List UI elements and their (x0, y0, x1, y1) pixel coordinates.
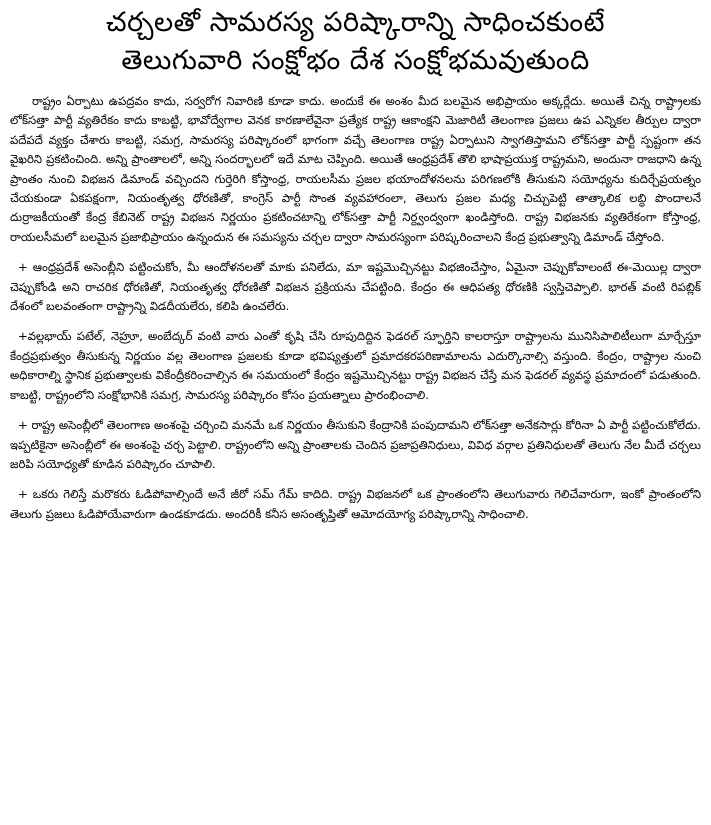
headline-line-2: తెలుగువారి సంక్షోభం దేశ సంక్షోభమవుతుంది (121, 45, 590, 76)
article-body (10, 92, 701, 524)
paragraph-federal: +వల్లభాయ్ పటేల్, నెహ్రూ, అంబేద్కర్ వంటి వారు ఎంతో కృషి చేసి రూపుదిద్దిన ఫెడరల్ స్ఫూర్తిని కాలరాస్తూ రాష్ట్రాలను మునిసిపాలిటీలుగా మార్చేస్తూ కేంద్రప్రభుత్వం తీసుకున్న నిర్ణయం వల్ల తెలంగాణ ప్రజలకు కూడా భవిష్యత్తులో ప్రమాదకరపరిణామాలను ఎదుర్కొనాల్సి వస్తుంది. కేంద్రం, రాష్ట్రాల నుంచి అధికారాల్ని స్థానిక ప్రభుత్వాలకు వికేంద్రీకరించాల్సిన ఈ సమయంలో కేంద్రం ఇష్టమొచ్చినట్టు రాష్ట్ర విభజన చేస్తే మన ఫెడరల్ వ్యవస్థ ప్రమాదంలో పడుతుంది. కాబట్టి, రాష్ట్రంలోని సంక్షోభానికి సమగ్ర, సామరస్య పరిష్కారం కోసం ప్రయత్నాలు ప్రారంభించాలి. (10, 329, 701, 402)
paragraph-intro: రాష్ట్రం ఏర్పాటు ఉపద్రవం కాదు, సర్వరోగ నివారిణి కూడా కాదు. అందుకే ఈ అంశం మీద బలమైన అభిప్రాయం అక్కర్లేదు. అయితే చిన్న రాష్ట్రాలకు లోక్‌సత్తా పార్టీ వ్యతిరేకం కాదు కాబట్టి, భావోద్వేగాల వెనక కారణాలేవైనా ప్రత్యేక రాష్ట్ర ఆకాంక్షని మెజారిటీ తెలంగాణ ప్రజలు ఉప ఎన్నికల తీర్పుల ద్వారా పదేపదే వ్యక్తం చేశారు కాబట్టి, సమగ్ర, సామరస్య పరిష్కారంలో భాగంగా వచ్చే తెలంగాణ రాష్ట్ర ఏర్పాటుని స్వాగతిస్తామని లోక్‌సత్తా పార్టీ స్పష్టంగా తన వైఖరిని ప్రకటించింది. అన్ని ప్రాంతాలలో, అన్ని సందర్భాలలో ఇదే మాట చెప్పింది. అయితే ఆంధ్రప్రదేశ్ తొలి భాషాప్రయుక్త రాష్ట్రమని, అందునా రాజధాని ఉన్న ప్రాంతం నుంచి విభజన డిమాండ్ వచ్చిందని గుర్తెరిగి కోస్తాంధ్ర, రాయలసీమ ప్రజల భయాందోళనలను పరిగణలోకి తీసుకుని సయోధ్యను కుదిర్చేప్రయత్నం చేయకుండా ఏకపక్షంగా, నియంతృత్వ ధోరణితో, కాంగ్రెస్ పార్టీ సొంత వ్యవహారంలా, తెలుగు ప్రజల మధ్య చిచ్చుపెట్టి తాత్కాలిక లబ్ధి పొందాలనే దుర్రాజకీయంతో కేంద్ర కేబినెట్ రాష్ట్ర విభజన నిర్ణయం ప్రకటించటాన్ని లోక్‌సత్తా పార్టీ నిర్ద్వంద్వంగా ఖండిస్తోంది. రాష్ట్ర విభజనకు వ్యతిరేకంగా కోస్తాంధ్ర, రాయలసీమలో బలమైన ప్రజాభిప్రాయం ఉన్నందున ఈ సమస్యను చర్చల ద్వారా సామరస్యంగా పరిష్కరించాలని కేంద్ర ప్రభుత్వాన్ని డిమాండ్ చేస్తోంది. (10, 94, 701, 244)
paragraph-zero-sum: + ఒకరు గెలిస్తే మరొకరు ఓడిపోవాల్సిందే అనే జీరో సమ్ గేమ్ కాదిది. రాష్ట్ర విభజనలో ఒక ప్రాంతంలోని తెలుగువారు గెలిచేవారుగా, ఇంకో ప్రాంతంలోని తెలుగు ప్రజలు ఓడిపోయేవారుగా ఉండకూడదు. అందరికీ కనీస అసంతృప్తితో ఆమోదయోగ్య పరిష్కారాన్ని సాధించాలి. (10, 487, 701, 521)
paragraph-assembly: + ఆంధ్రప్రదేశ్ అసెంబ్లీని పట్టించుకోం, మీ ఆందోళనలతో మాకు పనిలేదు, మా ఇష్టమొచ్చినట్టు విభజించేస్తాం, ఏమైనా చెప్పుకోవాలంటే ఈ-మెయిల్ల ద్వారా చెప్పుకోండి అని రాచరిక ధోరణితో, నియంతృత్వ ధోరణితో విభజన ప్రక్రియను చేపట్టింది. కేంద్రం ఈ ఆధిపత్య ధోరణికి స్వస్తిచెప్పాలి. భారత్ వంటి రిపబ్లిక్ దేశంలో బలవంతంగా రాష్ట్రాన్ని విడదీయలేరు, కలిపి ఉంచలేరు. (10, 260, 701, 314)
headline-line-1: చర్చలతో సామరస్య పరిష్కారాన్ని సాధించకుంటే (106, 7, 605, 38)
paragraph-assembly-debate: + రాష్ట్ర అసెంబ్లీలో తెలంగాణ అంశంపై చర్చించి మనమే ఒక నిర్ణయం తీసుకుని కేంద్రానికి పంపుదామని లోక్‌సత్తా అనేకసార్లు కోరినా ఏ పార్టీ పట్టించుకోలేదు. ఇప్పటికైనా అసెంబ్లీలో ఈ అంశంపై చర్చ పెట్టాలి. రాష్ట్రంలోని అన్ని ప్రాంతాలకు చెందిన ప్రజాప్రతినిధులు, వివిధ వర్గాల ప్రతినిధులతో తెలుగు నేల మీదే చర్చలు జరిపి సయోధ్యతో కూడిన పరిష్కారం చూపాలి. (10, 418, 701, 471)
